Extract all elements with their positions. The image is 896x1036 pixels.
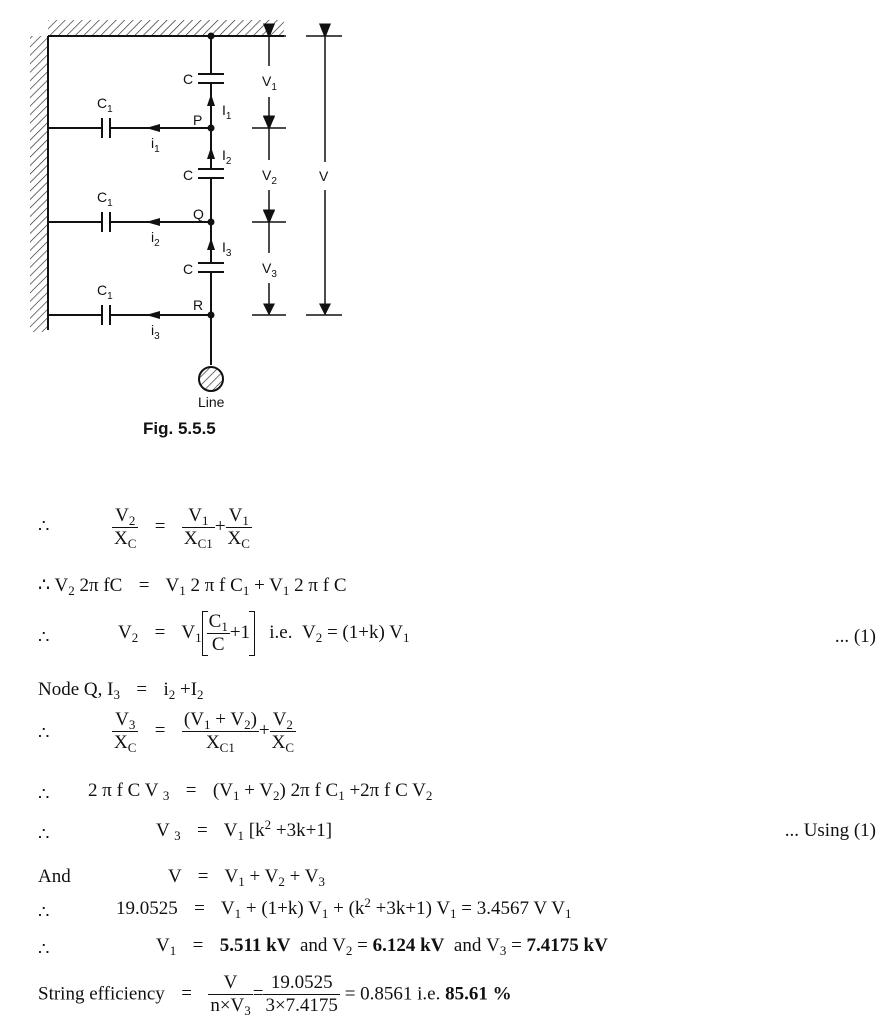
label-v1: $V_1$ (262, 73, 277, 93)
label-I3: $I_3$ (222, 239, 232, 259)
equation-note-using-1: ... Using (1) (784, 820, 876, 841)
equation-node-p-current: $\frac{V_2}{X_C}$ = $\frac{V_1}{X_{C1}}$ + $\frac{V_1}{X_C}$ (114, 505, 250, 551)
therefore-symbol: ∴ (38, 723, 50, 743)
label-line: Line (198, 394, 225, 410)
equation-v3: V $_3 = V_1$ $[k^2 +3k+1]$ (156, 817, 333, 843)
equation-node-q: Node Q, $I_3 = i_2 +I_2$ (38, 679, 204, 702)
earthed-tower-hatch (30, 20, 284, 332)
therefore-symbol: ∴ (38, 902, 50, 922)
therefore-symbol: ∴ (38, 516, 50, 536)
therefore-symbol: ∴ (38, 627, 50, 647)
shunt-capacitors (48, 118, 211, 325)
equation-v-sum: $V = V_1 + V_2 + V_3$ (168, 866, 325, 889)
v1-result: 5.511 kV (219, 935, 291, 956)
therefore-symbol: ∴ (38, 939, 50, 959)
label-v2: $V_2$ (262, 167, 277, 187)
label-c-mid: C (183, 167, 194, 183)
label-c-bot: C (183, 261, 194, 277)
equation-node-q-current: $\frac{V_3}{X_C}$ = $\frac{(V_1 + V_2)}{X_{C1}}$ + $\frac{V_2}{X_C}$ (114, 709, 295, 755)
label-v3: $V_3$ (262, 260, 277, 280)
equation-expanded-q: 2 π f C V $_3 = (V_1 + V_2)$ 2π f $C_1 +2\pi$ f C $V_2$ (88, 780, 433, 803)
label-c1-2: $C_1$ (97, 189, 113, 209)
equation-expanded-p: ∴ $V_2$ 2π fC = $V_1$ 2 π f $C_1 + V_1$ 2 π f C (38, 575, 347, 598)
label-node-q: Q (193, 206, 204, 222)
equation-number-1: ... (1) (834, 626, 876, 647)
line-conductor-icon (199, 367, 223, 391)
efficiency-result: 85.61 % (445, 983, 512, 1005)
v2-result: 6.124 kV (372, 935, 445, 956)
therefore-symbol: ∴ (38, 824, 50, 844)
label-i3: $i_3$ (151, 322, 160, 342)
label-node-p: P (193, 112, 203, 128)
string-insulator-figure (0, 0, 896, 450)
label-v-total: V (319, 168, 329, 184)
v3-result: 7.4175 kV (526, 935, 608, 956)
equation-string-efficiency: String efficiency = $\frac{V}{n\times V_3}$ = $\frac{19.0525}{3\times 7.4175}$ = 0.8561 i.e. 85.61 % (38, 972, 512, 1018)
label-and: And (38, 866, 71, 887)
label-node-r: R (193, 297, 204, 313)
figure-caption: Fig. 5.5.5 (143, 419, 216, 438)
label-c-top: C (183, 71, 194, 87)
label-i2: $i_2$ (151, 229, 160, 249)
label-i1: $i_1$ (151, 135, 160, 155)
equation-numeric-sum: $19.0525 = V_1 + (1+k) V_1 + (k^2 +3k+1) V_1 = 3.4567$ V $V_1$ (116, 895, 572, 921)
label-I1: $I_1$ (222, 102, 232, 122)
label-c1-3: $C_1$ (97, 282, 113, 302)
equation-v2: $V_2 = V_1$ $\frac{C_1}{C}$ +1 i.e. $V_2 = (1+k)$ $V_1$ (118, 611, 410, 655)
label-I2: $I_2$ (222, 147, 232, 167)
therefore-symbol: ∴ (38, 784, 50, 804)
equation-results: $V_1 = 5.511$ kV and $V_2 = 6.124$ kV and $V_3 = 7.4175$ kV (156, 935, 608, 958)
label-c1-1: $C_1$ (97, 95, 113, 115)
